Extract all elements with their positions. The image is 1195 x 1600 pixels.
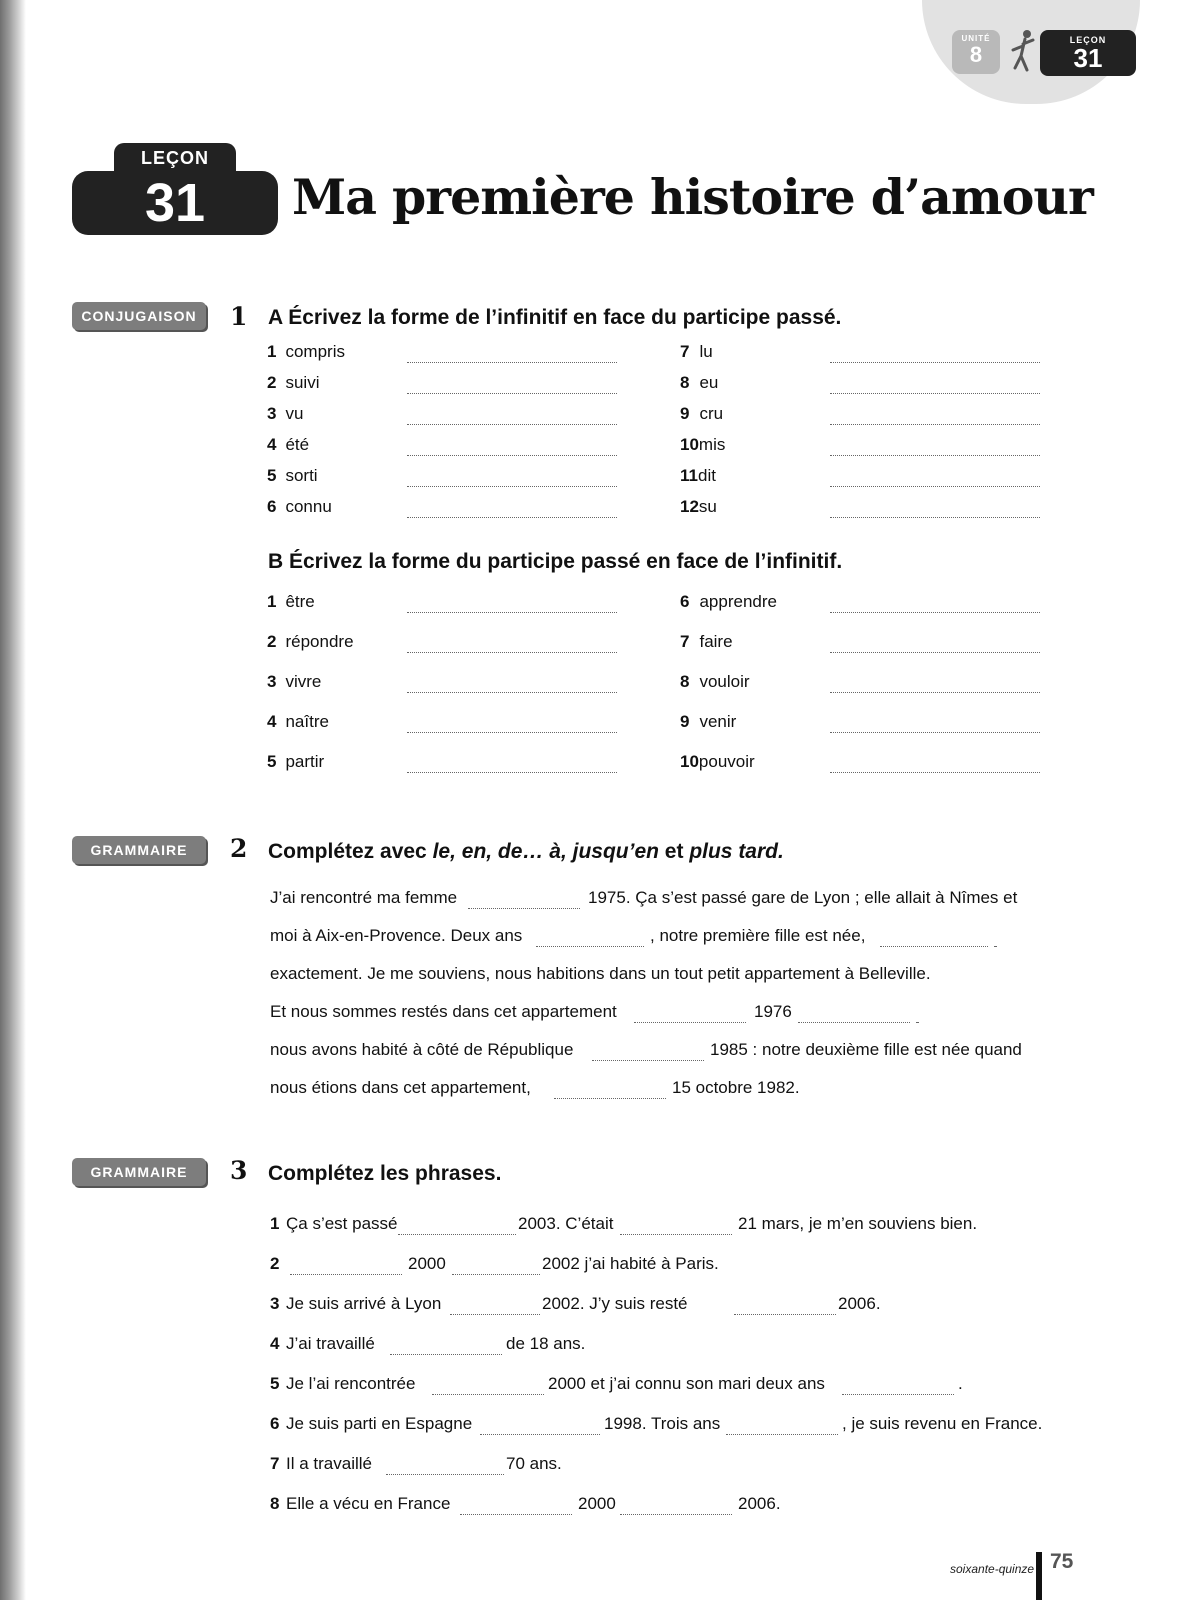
- answer-blank[interactable]: [798, 1022, 910, 1023]
- list-item: [267, 752, 324, 772]
- paragraph-text: , notre première fille est née,: [650, 926, 866, 945]
- paragraph-text: 15 octobre 1982.: [672, 1078, 800, 1097]
- answer-blank[interactable]: [830, 517, 1040, 518]
- answer-blank[interactable]: [726, 1434, 838, 1435]
- answer-blank[interactable]: [407, 517, 617, 518]
- item-number: 2: [267, 373, 277, 392]
- item-word: suivi: [285, 373, 320, 392]
- sentence-part: 2000: [408, 1254, 446, 1273]
- paragraph-text: nous avons habité à côté de République: [270, 1040, 574, 1059]
- item-number: 5: [267, 752, 277, 771]
- book-spine-shadow: [0, 0, 26, 1600]
- paragraph-text: exactement. Je me souviens, nous habitions dans un tout petit appartement à Belleville.: [270, 964, 931, 983]
- list-item: [680, 342, 713, 362]
- answer-blank[interactable]: [734, 1314, 836, 1315]
- answer-blank[interactable]: [830, 455, 1040, 456]
- item-word: mis: [698, 435, 726, 454]
- list-item: [267, 342, 345, 362]
- item-number: 1: [267, 592, 277, 611]
- item-number: 6: [267, 497, 277, 516]
- list-item: [267, 592, 315, 612]
- answer-blank[interactable]: [880, 946, 988, 947]
- answer-blank[interactable]: [480, 1434, 600, 1435]
- item-number: 3: [267, 672, 277, 691]
- paragraph-text: 1975. Ça s’est passé gare de Lyon ; elle allait à Nîmes et: [588, 888, 1018, 907]
- runner-figure-icon: [1003, 28, 1043, 82]
- item-number: 2: [270, 1254, 280, 1273]
- list-item: [680, 404, 723, 424]
- item-word: sorti: [285, 466, 318, 485]
- answer-blank[interactable]: [830, 393, 1040, 394]
- answer-blank[interactable]: [620, 1514, 732, 1515]
- list-item: [267, 404, 303, 424]
- exercise-number: 3: [230, 1156, 248, 1185]
- answer-blank[interactable]: [830, 692, 1040, 693]
- list-item: [680, 712, 736, 732]
- answer-blank[interactable]: [407, 772, 617, 773]
- title-part: et: [658, 840, 690, 863]
- item-word: répondre: [285, 632, 354, 651]
- section-label-grammaire: GRAMMAIRE: [72, 1158, 206, 1186]
- sentence-part: Je suis parti en Espagne: [286, 1414, 473, 1433]
- lecon-number: 31: [1073, 43, 1103, 73]
- sentence-part: J’ai travaillé: [286, 1334, 375, 1353]
- unite-number: 8: [969, 42, 983, 67]
- answer-blank[interactable]: [536, 946, 644, 947]
- answer-blank[interactable]: [830, 424, 1040, 425]
- item-word: vu: [285, 404, 304, 423]
- lesson-title: Ma première histoire d’amour: [292, 168, 1093, 226]
- exercise-title: [268, 840, 784, 864]
- item-word: être: [285, 592, 315, 611]
- item-word: vouloir: [699, 672, 750, 691]
- item-number: 4: [270, 1334, 280, 1353]
- answer-blank[interactable]: [407, 424, 617, 425]
- section-label-conjugaison: CONJUGAISON: [72, 302, 206, 330]
- item-number: 8: [680, 672, 690, 691]
- exercise-number: 2: [230, 834, 248, 863]
- unite-badge: [952, 30, 1000, 74]
- lesson-tab-label: LEÇON: [114, 143, 236, 175]
- sentence-part: 2006.: [738, 1494, 781, 1513]
- exercise-title: A Écrivez la forme de l’infinitif en face du participe passé.: [268, 306, 842, 329]
- answer-blank[interactable]: [407, 486, 617, 487]
- answer-blank[interactable]: [842, 1394, 954, 1395]
- answer-blank[interactable]: [994, 946, 996, 947]
- title-part-italic: plus tard.: [689, 840, 784, 863]
- title-part-italic: le, en, de… à, jusqu’en: [432, 840, 659, 863]
- item-word: partir: [285, 752, 325, 771]
- item-word: compris: [285, 342, 345, 361]
- lecon-label: LEÇON: [1069, 35, 1107, 45]
- item-number: 2: [267, 632, 277, 651]
- sentence-part: Je suis arrivé à Lyon: [286, 1294, 442, 1313]
- list-item: [267, 466, 318, 486]
- answer-blank[interactable]: [407, 393, 617, 394]
- answer-blank[interactable]: [407, 732, 617, 733]
- item-word: pouvoir: [698, 752, 755, 771]
- item-word: cru: [699, 404, 724, 423]
- item-number: 6: [680, 592, 690, 611]
- answer-blank[interactable]: [830, 486, 1040, 487]
- answer-blank[interactable]: [620, 1234, 732, 1235]
- item-number: 8: [270, 1494, 280, 1513]
- list-item: [267, 373, 319, 393]
- sentence-part: 2000 et j’ai connu son mari deux ans: [548, 1374, 825, 1393]
- answer-blank[interactable]: [830, 732, 1040, 733]
- item-number: 7: [680, 632, 690, 651]
- list-item: [680, 592, 777, 612]
- answer-blank[interactable]: [407, 362, 617, 363]
- list-item: [680, 497, 717, 517]
- sentence-part: 2000: [578, 1494, 616, 1513]
- answer-blank[interactable]: [460, 1514, 572, 1515]
- answer-blank[interactable]: [554, 1098, 666, 1099]
- paragraph-text: 1976: [754, 1002, 792, 1021]
- answer-blank[interactable]: [830, 612, 1040, 613]
- answer-blank[interactable]: [830, 652, 1040, 653]
- item-number: 3: [270, 1294, 280, 1313]
- item-number: 3: [267, 404, 277, 423]
- footer-divider: [1036, 1552, 1042, 1600]
- item-number: 4: [267, 435, 277, 454]
- list-item: [680, 466, 716, 486]
- item-number: 6: [270, 1414, 280, 1433]
- answer-blank[interactable]: [830, 362, 1040, 363]
- item-word: faire: [699, 632, 733, 651]
- item-number: 7: [270, 1454, 280, 1473]
- list-item: [267, 497, 332, 517]
- item-number: 12: [680, 497, 699, 516]
- sentence-part: Elle a vécu en France: [286, 1494, 451, 1513]
- answer-blank[interactable]: [468, 908, 580, 909]
- list-item: [680, 672, 750, 692]
- item-number: 1: [270, 1214, 280, 1233]
- item-number: 10: [680, 435, 699, 454]
- sentence-part: Ça s’est passé: [286, 1214, 398, 1233]
- item-word: connu: [285, 497, 332, 516]
- item-word: su: [698, 497, 717, 516]
- item-number: 5: [270, 1374, 280, 1393]
- paragraph-text: Et nous sommes restés dans cet appartement: [270, 1002, 617, 1021]
- item-word: naître: [285, 712, 329, 731]
- item-number: 8: [680, 373, 690, 392]
- item-number: 11: [680, 466, 698, 485]
- sentence-part: 2002 j’ai habité à Paris.: [542, 1254, 719, 1273]
- list-item: [680, 752, 755, 772]
- answer-blank[interactable]: [390, 1354, 502, 1355]
- sentence-part: de 18 ans.: [506, 1334, 586, 1353]
- item-number: 7: [680, 342, 690, 361]
- page-number: 75: [1050, 1550, 1074, 1573]
- sentence-part: Il a travaillé: [286, 1454, 372, 1473]
- item-number: 9: [680, 404, 690, 423]
- sentence-part: 1998. Trois ans: [604, 1414, 721, 1433]
- list-item: [680, 632, 733, 652]
- sentence-part: 2002. J’y suis resté: [542, 1294, 688, 1313]
- unite-label: UNITÉ: [961, 34, 991, 43]
- paragraph-text: J’ai rencontré ma femme: [270, 888, 458, 907]
- lesson-tab: [72, 143, 278, 235]
- answer-blank[interactable]: [452, 1274, 540, 1275]
- item-number: 1: [267, 342, 277, 361]
- sentence-part: .: [958, 1374, 963, 1393]
- answer-blank[interactable]: [398, 1234, 516, 1235]
- answer-blank[interactable]: [386, 1474, 504, 1475]
- answer-blank[interactable]: [407, 692, 617, 693]
- answer-blank[interactable]: [450, 1314, 540, 1315]
- item-number: 5: [267, 466, 277, 485]
- list-item: [267, 435, 309, 455]
- lecon-badge: [1040, 30, 1136, 76]
- answer-blank[interactable]: [634, 1022, 746, 1023]
- sentence-part: 2003. C’était: [518, 1214, 614, 1233]
- exercise-number: 1: [230, 302, 248, 331]
- sentence-part: , je suis revenu en France.: [842, 1414, 1043, 1433]
- item-number: 10: [680, 752, 699, 771]
- sentence-part: 70 ans.: [506, 1454, 562, 1473]
- list-item: [267, 712, 329, 732]
- sentence-part: Je l’ai rencontrée: [286, 1374, 416, 1393]
- answer-blank[interactable]: [290, 1274, 402, 1275]
- answer-blank[interactable]: [432, 1394, 544, 1395]
- lesson-tab-number: 31: [72, 171, 278, 235]
- exercise-title: Complétez les phrases.: [268, 1162, 502, 1185]
- page-word: soixante-quinze: [950, 1562, 1035, 1576]
- sentence-part: 21 mars, je m’en souviens bien.: [738, 1214, 978, 1233]
- answer-blank[interactable]: [592, 1060, 704, 1061]
- answer-blank[interactable]: [407, 612, 617, 613]
- paragraph-text: 1985 : notre deuxième fille est née quand: [710, 1040, 1022, 1059]
- item-word: dit: [697, 466, 716, 485]
- answer-blank[interactable]: [916, 1022, 918, 1023]
- section-label-grammaire: GRAMMAIRE: [72, 836, 206, 864]
- list-item: [267, 672, 321, 692]
- paragraph-text: nous étions dans cet appartement,: [270, 1078, 531, 1097]
- answer-blank[interactable]: [830, 772, 1040, 773]
- item-word: apprendre: [699, 592, 777, 611]
- list-item: [680, 373, 718, 393]
- item-word: vivre: [285, 672, 322, 691]
- item-word: eu: [699, 373, 719, 392]
- item-word: venir: [699, 712, 737, 731]
- item-number: 4: [267, 712, 277, 731]
- list-item: [680, 435, 725, 455]
- item-word: lu: [699, 342, 713, 361]
- item-word: été: [285, 435, 310, 454]
- answer-blank[interactable]: [407, 652, 617, 653]
- title-part: Complétez avec: [268, 840, 433, 863]
- exercise-subtitle: B Écrivez la forme du participe passé en face de l’infinitif.: [268, 550, 843, 573]
- list-item: [267, 632, 354, 652]
- answer-blank[interactable]: [407, 455, 617, 456]
- sentence-part: 2006.: [838, 1294, 881, 1313]
- paragraph-text: moi à Aix-en-Provence. Deux ans: [270, 926, 523, 945]
- item-number: 9: [680, 712, 690, 731]
